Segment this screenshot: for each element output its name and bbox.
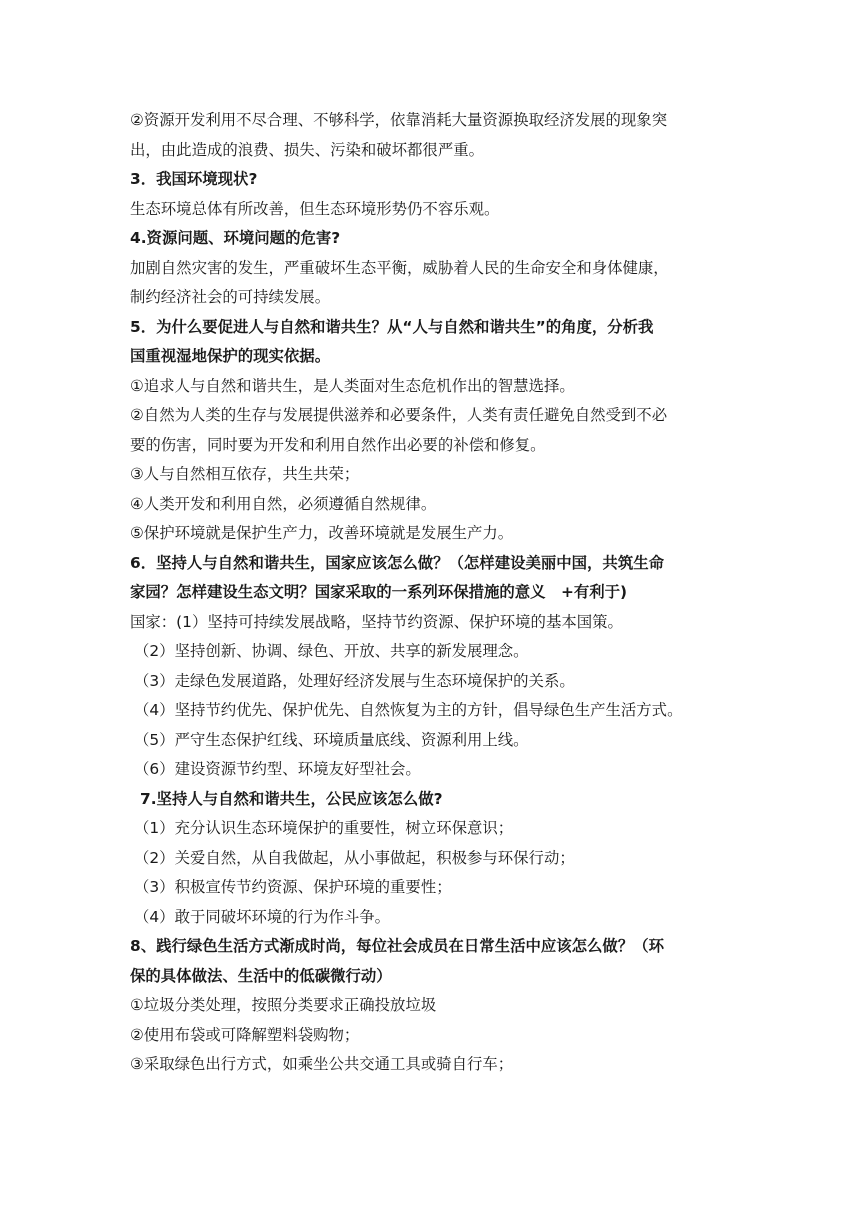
section-heading-line: 5．为什么要促进人与自然和谐共生？从“人与自然和谐共生”的角度，分析我 — [130, 317, 654, 336]
text-line: 国家：(1）坚持可持续发展战略，坚持节约资源、保护环境的基本国策。 — [130, 612, 623, 631]
text-line: ①垃圾分类处理，按照分类要求正确投放垃圾 — [130, 996, 437, 1014]
text-line: ④人类开发和利用自然，必须遵循自然规律。 — [130, 494, 437, 513]
text-line: ⑤保护环境就是保护生产力，改善环境就是发展生产力。 — [130, 524, 514, 542]
section-heading-line: 4.资源问题、环境问题的危害? — [130, 229, 341, 247]
text-line: （4）坚持节约优先、保护优先、自然恢复为主的方针，倡导绿色生产生活方式。 — [134, 701, 683, 719]
text-line: ②使用布袋或可降解塑料袋购物； — [130, 1025, 360, 1044]
text-line: ③人与自然相互依存，共生共荣； — [130, 465, 360, 483]
section-heading-line: 7.坚持人与自然和谐共生，公民应该怎么做? — [140, 789, 443, 808]
document-page — [130, 106, 740, 1080]
text-line: （2）关爱自然，从自我做起，从小事做起，积极参与环保行动； — [134, 848, 575, 867]
text-line: （6）建设资源节约型、环境友好型社会。 — [134, 760, 421, 778]
text-line: （5）严守生态保护红线、环境质量底线、资源利用上线。 — [134, 730, 529, 749]
text-line: 要的伤害，同时要为开发和利用自然作出必要的补偿和修复。 — [130, 435, 546, 454]
text-line: ②自然为人类的生存与发展提供滋养和必要条件，人类有责任避免自然受到不必 — [130, 406, 668, 424]
text-line: （3）积极宣传节约资源、保护环境的重要性； — [134, 878, 452, 896]
section-heading-line: 6．坚持人与自然和谐共生，国家应该怎么做？（怎样建设美丽中国，共筑生命 — [130, 553, 664, 572]
text-line: （1）充分认识生态环境保护的重要性，树立环保意识； — [134, 819, 514, 837]
section-heading-line: 3．我国环境现状? — [130, 170, 258, 188]
section-heading-line: 8、践行绿色生活方式渐成时尚，每位社会成员在日常生活中应该怎么做？（环 — [130, 937, 664, 955]
text-line: ③采取绿色出行方式，如乘坐公共交通工具或骑自行车； — [130, 1055, 514, 1073]
section-heading-line: 国重视湿地保护的现实依据。 — [130, 347, 331, 365]
text-line: 制约经济社会的可持续发展。 — [130, 288, 331, 306]
text-line: （4）敢于同破坏环境的行为作斗争。 — [134, 907, 391, 926]
text-line: （3）走绿色发展道路，处理好经济发展与生态环境保护的关系。 — [134, 671, 575, 690]
section-heading-line: 保的具体做法、生活中的低碳微行动） — [130, 966, 392, 985]
text-line: 加剧自然灾害的发生，严重破坏生态平衡，威胁着人民的生命安全和身体健康， — [130, 258, 669, 277]
text-line: ①追求人与自然和谐共生，是人类面对生态危机作出的智慧选择。 — [130, 376, 575, 395]
text-line: 生态环境总体有所改善，但生态环境形势仍不容乐观。 — [130, 199, 500, 218]
text-line: ②资源开发利用不尽合理、不够科学，依靠消耗大量资源换取经济发展的现象突 — [130, 111, 668, 129]
text-line: （2）坚持创新、协调、绿色、开放、共享的新发展理念。 — [134, 642, 529, 660]
section-heading-line: 家园？怎样建设生态文明？国家采取的一系列环保措施的意义 +有利于) — [130, 583, 628, 601]
text-line: 出，由此造成的浪费、损失、污染和破坏都很严重。 — [130, 140, 484, 159]
